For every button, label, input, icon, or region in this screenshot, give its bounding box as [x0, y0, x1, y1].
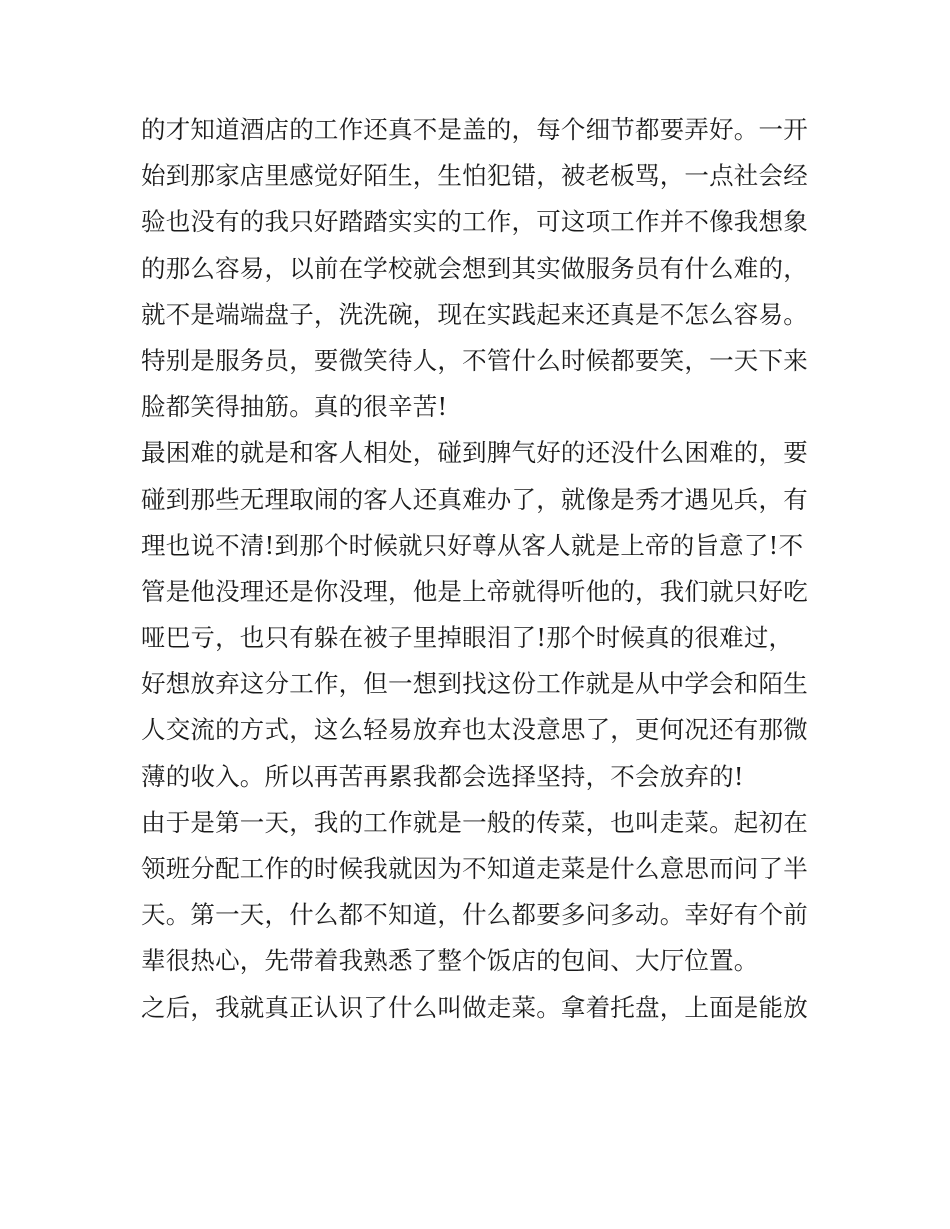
text-line: 理也说不清!到那个时候就只好尊从客人就是上帝的旨意了!不: [141, 530, 804, 560]
text-line: 脸都笑得抽筋。真的很辛苦!: [141, 392, 448, 422]
text-line: 由于是第一天，我的工作就是一般的传菜，也叫走菜。起初在: [141, 807, 808, 837]
text-line: 就不是端端盘子，洗洗碗，现在实践起来还真是不怎么容易。: [141, 299, 808, 329]
text-line: 薄的收入。所以再苦再累我都会选择坚持，不会放弃的!: [141, 761, 744, 791]
text-line: 碰到那些无理取闹的客人还真难办了，就像是秀才遇见兵，有: [141, 484, 808, 514]
text-line: 特别是服务员，要微笑待人，不管什么时候都要笑，一天下来: [141, 345, 808, 375]
text-line: 天。第一天，什么都不知道，什么都要多问多动。幸好有个前: [141, 900, 808, 930]
text-line: 验也没有的我只好踏踏实实的工作，可这项工作并不像我想象: [141, 207, 808, 237]
text-line: 最困难的就是和客人相处，碰到脾气好的还没什么困难的，要: [141, 438, 808, 468]
text-line: 的那么容易，以前在学校就会想到其实做服务员有什么难的，: [141, 253, 808, 283]
text-line: 始到那家店里感觉好陌生，生怕犯错，被老板骂，一点社会经: [141, 161, 808, 191]
text-line: 管是他没理还是你没理，他是上帝就得听他的，我们就只好吃: [141, 576, 808, 606]
body-text: [141, 107, 821, 1031]
text-line: 好想放弃这分工作，但一想到找这份工作就是从中学会和陌生: [141, 669, 808, 699]
text-line: 的才知道酒店的工作还真不是盖的，每个细节都要弄好。一开: [141, 115, 808, 144]
text-line: 之后，我就真正认识了什么叫做走菜。拿着托盘，上面是能放: [141, 992, 808, 1022]
text-line: 领班分配工作的时候我就因为不知道走菜是什么意思而问了半: [141, 854, 808, 883]
text-line: 人交流的方式，这么轻易放弃也太没意思了，更何况还有那微: [141, 715, 808, 745]
text-line: 辈很热心，先带着我熟悉了整个饭店的包间、大厅位置。: [141, 946, 759, 976]
text-line: 哑巴亏，也只有躲在被子里掉眼泪了!那个时候真的很难过，: [141, 623, 794, 653]
